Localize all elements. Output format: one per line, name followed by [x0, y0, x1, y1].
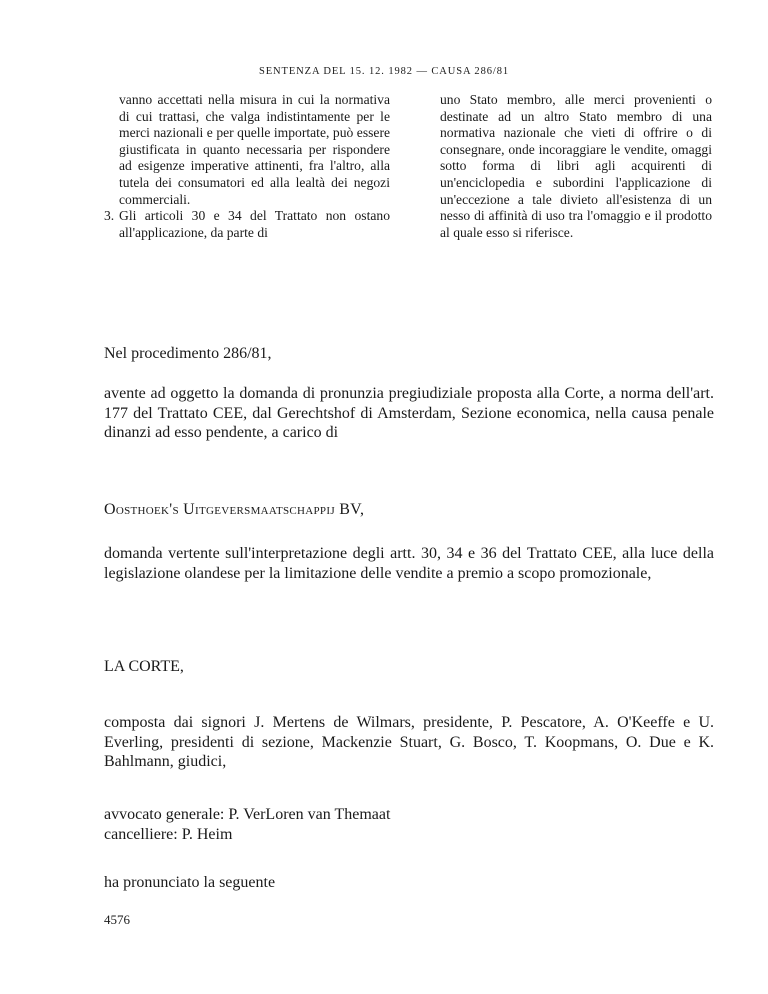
advocate-general-line: avvocato generale: P. VerLoren van Themaat	[104, 806, 391, 823]
question-paragraph: domanda vertente sull'interpretazione degli artt. 30, 34 e 36 del Trattato CEE, alla luce della legislazione olandese per la limitazione delle vendite a premio a scopo promozionale,	[104, 545, 714, 582]
operative-point-3	[104, 208, 390, 241]
operative-point-3-continuation: uno Stato membro, alle merci provenienti o destinate ad un altro Stato membro di una normativa nazionale che vieti di offrire o di consegnare, onde incoraggiare le vendite, omaggi sotto forma di libri agli acquirenti di un'enciclopedia e subordini l'applicazione di un'eccezione a tale divieto all'esistenza di un nesso di affinità di uso tra l'omaggio e il prodotto al quale esso si riferisce.	[440, 92, 712, 240]
party-name: Oosthoek's Uitgeversmaatschappij BV,	[104, 501, 365, 518]
running-header: SENTENZA DEL 15. 12. 1982 — CAUSA 286/81	[259, 66, 509, 77]
procedure-line: Nel procedimento 286/81,	[104, 345, 272, 362]
operative-point-2-continuation: vanno accettati nella misura in cui la normativa di cui trattasi, che valga indistintamente per le merci nazionali e per quelle importate, può essere giustificata in quanto necessaria per rispondere ad esigenze imperative attinenti, fra l'altro, alla tutela dei consumatori ed alla lealtà dei negozi commerciali.	[119, 92, 390, 207]
court-heading: LA CORTE,	[104, 658, 184, 675]
officers-block	[104, 805, 714, 844]
operative-point-3-text: Gli articoli 30 e 34 del Trattato non ostano all'applicazione, da parte di	[119, 208, 390, 240]
closing-line: ha pronunciato la seguente	[104, 874, 276, 891]
left-column	[104, 92, 390, 241]
composition-paragraph: composta dai signori J. Mertens de Wilmars, presidente, P. Pescatore, A. O'Keeffe e U. Everling, presidenti di sezione, Mackenzie Stuart, G. Bosco, T. Koopmans, O. Due e K. Bahlmann, giudici,	[104, 714, 714, 770]
operative-point-3-number: 3.	[104, 208, 115, 224]
registrar-line: cancelliere: P. Heim	[104, 825, 233, 843]
right-column	[440, 92, 712, 241]
page-number: 4576	[104, 912, 130, 927]
subject-paragraph: avente ad oggetto la domanda di pronunzia pregiudiziale proposta alla Corte, a norma dell'art. 177 del Trattato CEE, dal Gerechtshof di Amsterdam, Sezione economica, nella causa penale dinanzi ad esso pendente, a carico di	[104, 385, 714, 441]
